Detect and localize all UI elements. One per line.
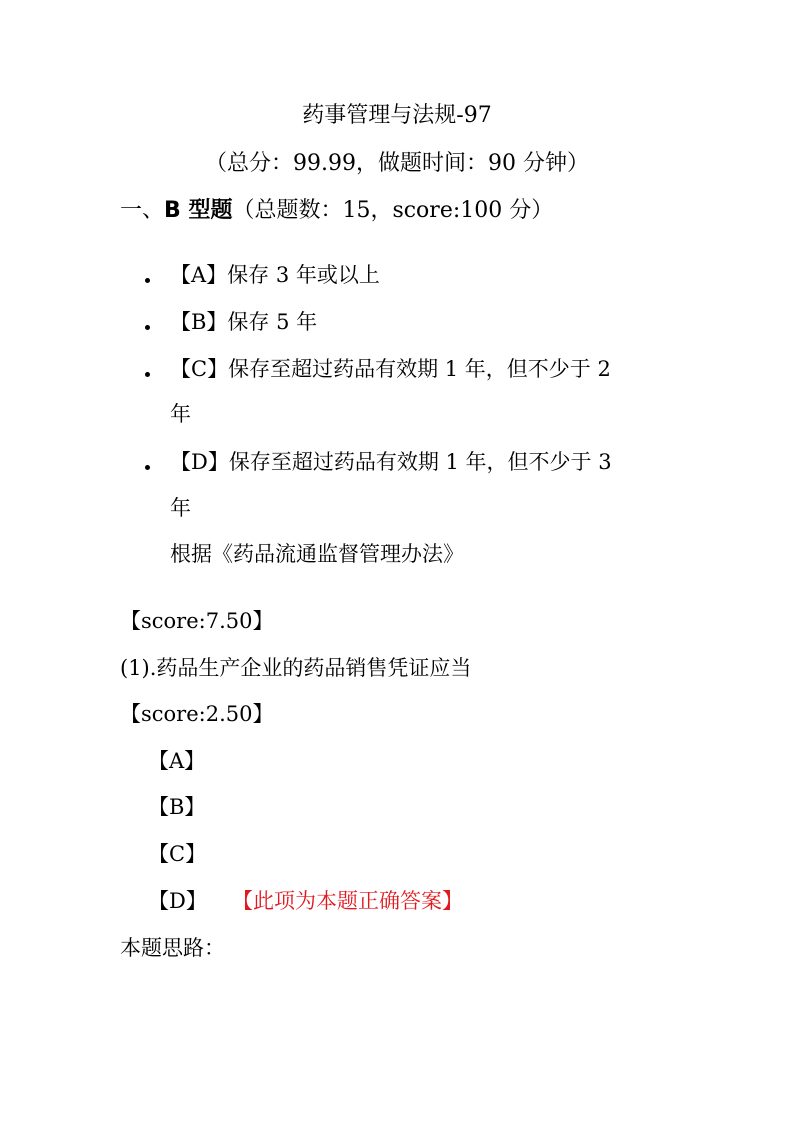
- section-info: （总题数：15，score:100 分）: [232, 198, 554, 223]
- question-option-b: 【B】: [148, 795, 206, 819]
- document-subtitle: （总分：99.99，做题时间：90 分钟）: [205, 151, 589, 176]
- bullet-icon: [145, 325, 150, 330]
- bullet-icon: [145, 372, 150, 377]
- explanation-label: 本题思路：: [120, 936, 225, 960]
- reference-text: 根据《药品流通监督管理办法》: [170, 542, 464, 566]
- bullet-icon: [145, 465, 150, 470]
- shared-option-b: 【B】保存 5 年: [170, 310, 318, 334]
- shared-option-c-continued: 年: [170, 402, 191, 426]
- section-name: B 型题: [164, 198, 233, 223]
- section-prefix: 一、: [120, 198, 165, 223]
- shared-option-d-continued: 年: [170, 496, 191, 520]
- shared-option-d: 【D】保存至超过药品有效期 1 年，但不少于 3: [170, 450, 612, 474]
- bullet-icon: [145, 278, 150, 283]
- question-score: 【score:2.50】: [120, 702, 274, 726]
- shared-option-a: 【A】保存 3 年或以上: [170, 263, 380, 287]
- question-option-d: 【D】: [148, 889, 207, 913]
- question-text: (1).药品生产企业的药品销售凭证应当: [120, 656, 472, 680]
- question-option-c: 【C】: [148, 842, 207, 866]
- question-option-a: 【A】: [148, 749, 206, 773]
- section-heading: [120, 193, 553, 224]
- group-score: 【score:7.50】: [120, 609, 274, 633]
- shared-option-c: 【C】保存至超过药品有效期 1 年，但不少于 2: [170, 357, 611, 381]
- correct-answer-label: 【此项为本题正确答案】: [232, 889, 463, 913]
- document-title: 药事管理与法规-97: [302, 103, 492, 128]
